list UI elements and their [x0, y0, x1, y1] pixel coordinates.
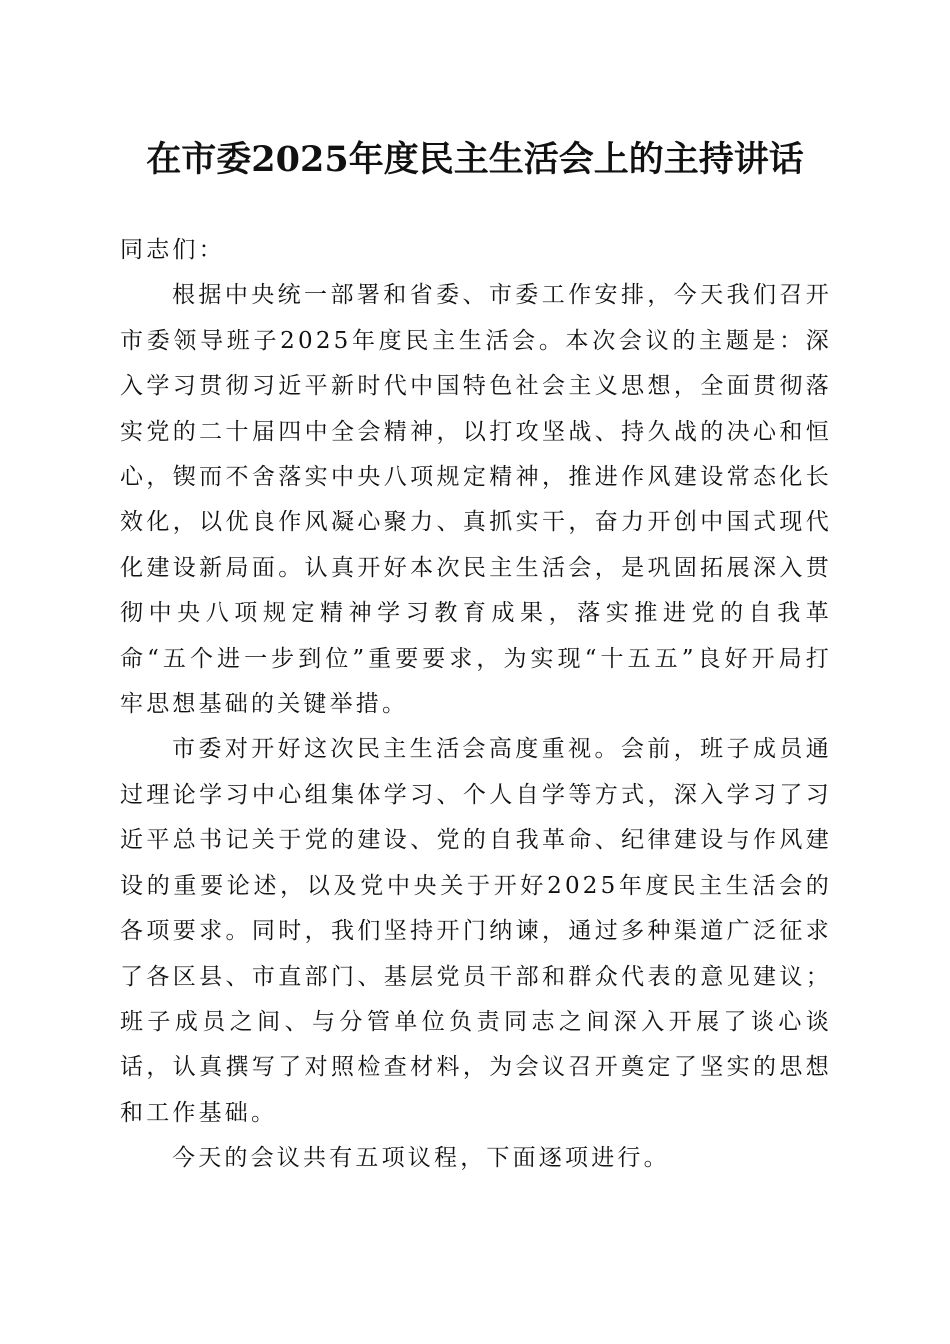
paragraph-3: 今天的会议共有五项议程，下面逐项进行。 — [172, 1145, 670, 1172]
document-body — [120, 228, 832, 1182]
paragraph-2: 市委对开好这次民主生活会高度重视。会前，班子成员通过理论学习中心组集体学习、个人自学等方式，深入学习了习近平总书记关于党的建设、党的自我革命、纪律建设与作风建设的重要论述，以及党中央关于开好2025年度民主生活会的各项要求。同时，我们坚持开门纳谏，通过多种渠道广泛征求了各区县、市直部门、基层党员干部和群众代表的意见建议；班子成员之间、与分管单位负责同志之间深入开展了谈心谈话，认真撰写了对照检查材料，为会议召开奠定了坚实的思想和工作基础。 — [120, 736, 832, 1126]
document-title: 在市委2025年度民主生活会上的主持讲话 — [146, 139, 804, 180]
paragraph-1: 根据中央统一部署和省委、市委工作安排，今天我们召开市委领导班子2025年度民主生活会。本次会议的主题是：深入学习贯彻习近平新时代中国特色社会主义思想，全面贯彻落实党的二十届四中全会精神，以打攻坚战、持久战的决心和恒心，锲而不舍落实中央八项规定精神，推进作风建设常态化长效化，以优良作风凝心聚力、真抓实干，奋力开创中国式现代化建设新局面。认真开好本次民主生活会，是巩固拓展深入贯彻中央八项规定精神学习教育成果，落实推进党的自我革命“五个进一步到位”重要要求，为实现“十五五”良好开局打牢思想基础的关键举措。 — [120, 282, 832, 718]
salutation: 同志们： — [120, 237, 225, 263]
